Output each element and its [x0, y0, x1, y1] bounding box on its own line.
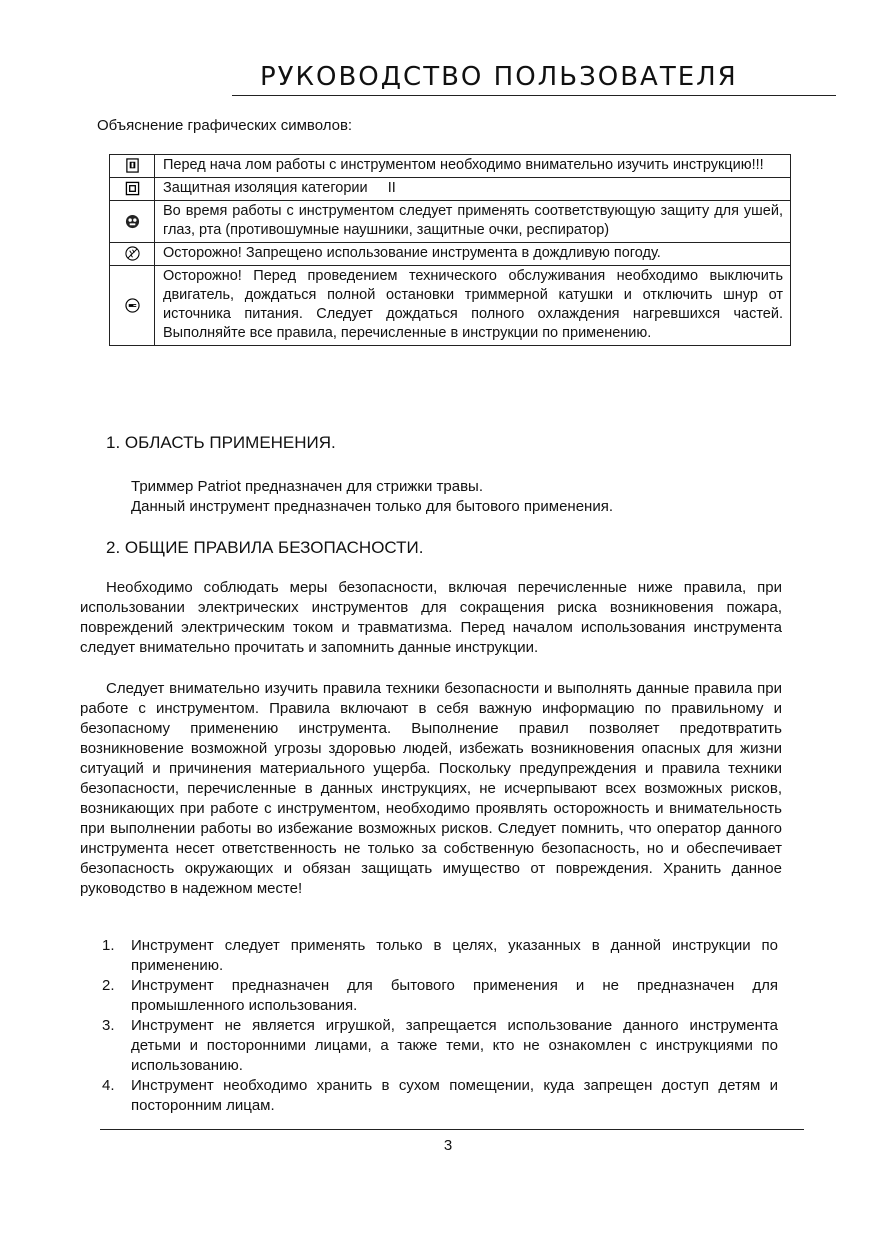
unplug-icon — [125, 298, 140, 313]
section-1-line-2: Данный инструмент предназначен только для бытового применения. — [131, 498, 613, 515]
page-number: 3 — [443, 1137, 453, 1154]
list-item-number: 3. — [102, 1017, 115, 1034]
symbol-row — [110, 266, 791, 346]
list-item-text: Инструмент необходимо хранить в сухом помещении, куда запрещен доступ детям и посторонним лицам. — [131, 1077, 778, 1114]
section-1-heading: 1. ОБЛАСТЬ ПРИМЕНЕНИЯ. — [106, 433, 336, 452]
section-2-paragraph-1: Необходимо соблюдать меры безопасности, включая перечисленные ниже правила, при использовании электрических инструментов для сокращения риска возникновения пожара, повреждений электрическим током и травматизма. Перед началом использования инструмента следует внимательно прочитать и запомнить данные инструкции. — [80, 579, 782, 656]
section-1-line-1: Триммер Patriot предназначен для стрижки травы. — [131, 478, 484, 495]
header-divider — [232, 95, 836, 96]
section-2-heading: 2. ОБЩИЕ ПРАВИЛА БЕЗОПАСНОСТИ. — [106, 538, 424, 557]
list-item-text: Инструмент не является игрушкой, запрещается использование данного инструмента детьми и посторонними лицами, а также теми, кто не ознакомлен с инструкциями по использованию. — [131, 1017, 778, 1074]
manual-book-icon — [125, 158, 140, 173]
symbol-description: Во время работы с инструментом следует применять соответствующую защиту для ушей, глаз, рта (противошумные наушники, защитные очки, респиратор) — [155, 201, 791, 243]
symbol-description: Осторожно! Запрещено использование инструмента в дождливую погоду. — [155, 243, 791, 266]
list-item-number: 2. — [102, 977, 115, 994]
footer-divider — [100, 1129, 804, 1130]
symbol-description: Перед нача лом работы с инструментом необходимо внимательно изучить инструкцию!!! — [155, 155, 791, 178]
protective-mask-icon — [125, 214, 140, 229]
list-item — [102, 1016, 778, 1076]
list-item — [102, 1076, 778, 1116]
list-item-text: Инструмент следует применять только в целях, указанных в данной инструкции по применению. — [131, 937, 778, 974]
list-item-number: 1. — [102, 937, 115, 954]
section-2-paragraph-2: Следует внимательно изучить правила техники безопасности и выполнять данные правила при работе с инструментом. Правила включают в себя важную информацию по правильному и безопасному применению инструмента. Выполнение правил позволяет предотвратить возникновение возможной угрозы здоровью людей, избежать возникновения опасных для жизни ситуаций и причинения материального ущерба. Поскольку предупреждения и правила техники безопасности, перечисленные в данных инструкциях, не исчерпывают всех возможных рисков, возникающих при работе с инструментом, необходимо проявлять осторожность и внимательность при выполнении работы во избежание возможных рисков. Следует помнить, что оператор данного инструмента несет ответственность не только за собственную безопасность, но и обеспечивает безопасность окружающих и обязан защищать имущество от повреждения. Хранить данное руководство в надежном месте! — [80, 680, 782, 897]
symbol-row — [110, 155, 791, 178]
safety-rules-list — [102, 936, 778, 1116]
symbol-description: Защитная изоляция категории II — [155, 178, 791, 201]
symbol-row — [110, 243, 791, 266]
symbols-table — [109, 154, 791, 346]
page-header-title: РУКОВОДСТВО ПОЛЬЗОВАТЕЛЯ — [260, 62, 738, 92]
list-item-number: 4. — [102, 1077, 115, 1094]
double-insulation-icon — [125, 181, 140, 196]
list-item-text: Инструмент предназначен для бытового применения и не предназначен для промышленного использования. — [131, 977, 778, 1014]
symbols-caption: Объяснение графических символов: — [97, 117, 353, 134]
list-item — [102, 936, 778, 976]
symbol-row — [110, 201, 791, 243]
symbol-description: Осторожно! Перед проведением технического обслуживания необходимо выключить двигатель, дождаться полной остановки триммерной катушки и отключить шнур от источника питания. Следует дождаться полного охлаждения нагревшихся частей. Выполняйте все правила, перечисленные в инструкции по применению. — [155, 266, 791, 346]
no-rain-icon — [125, 246, 140, 261]
list-item — [102, 976, 778, 1016]
symbol-row — [110, 178, 791, 201]
